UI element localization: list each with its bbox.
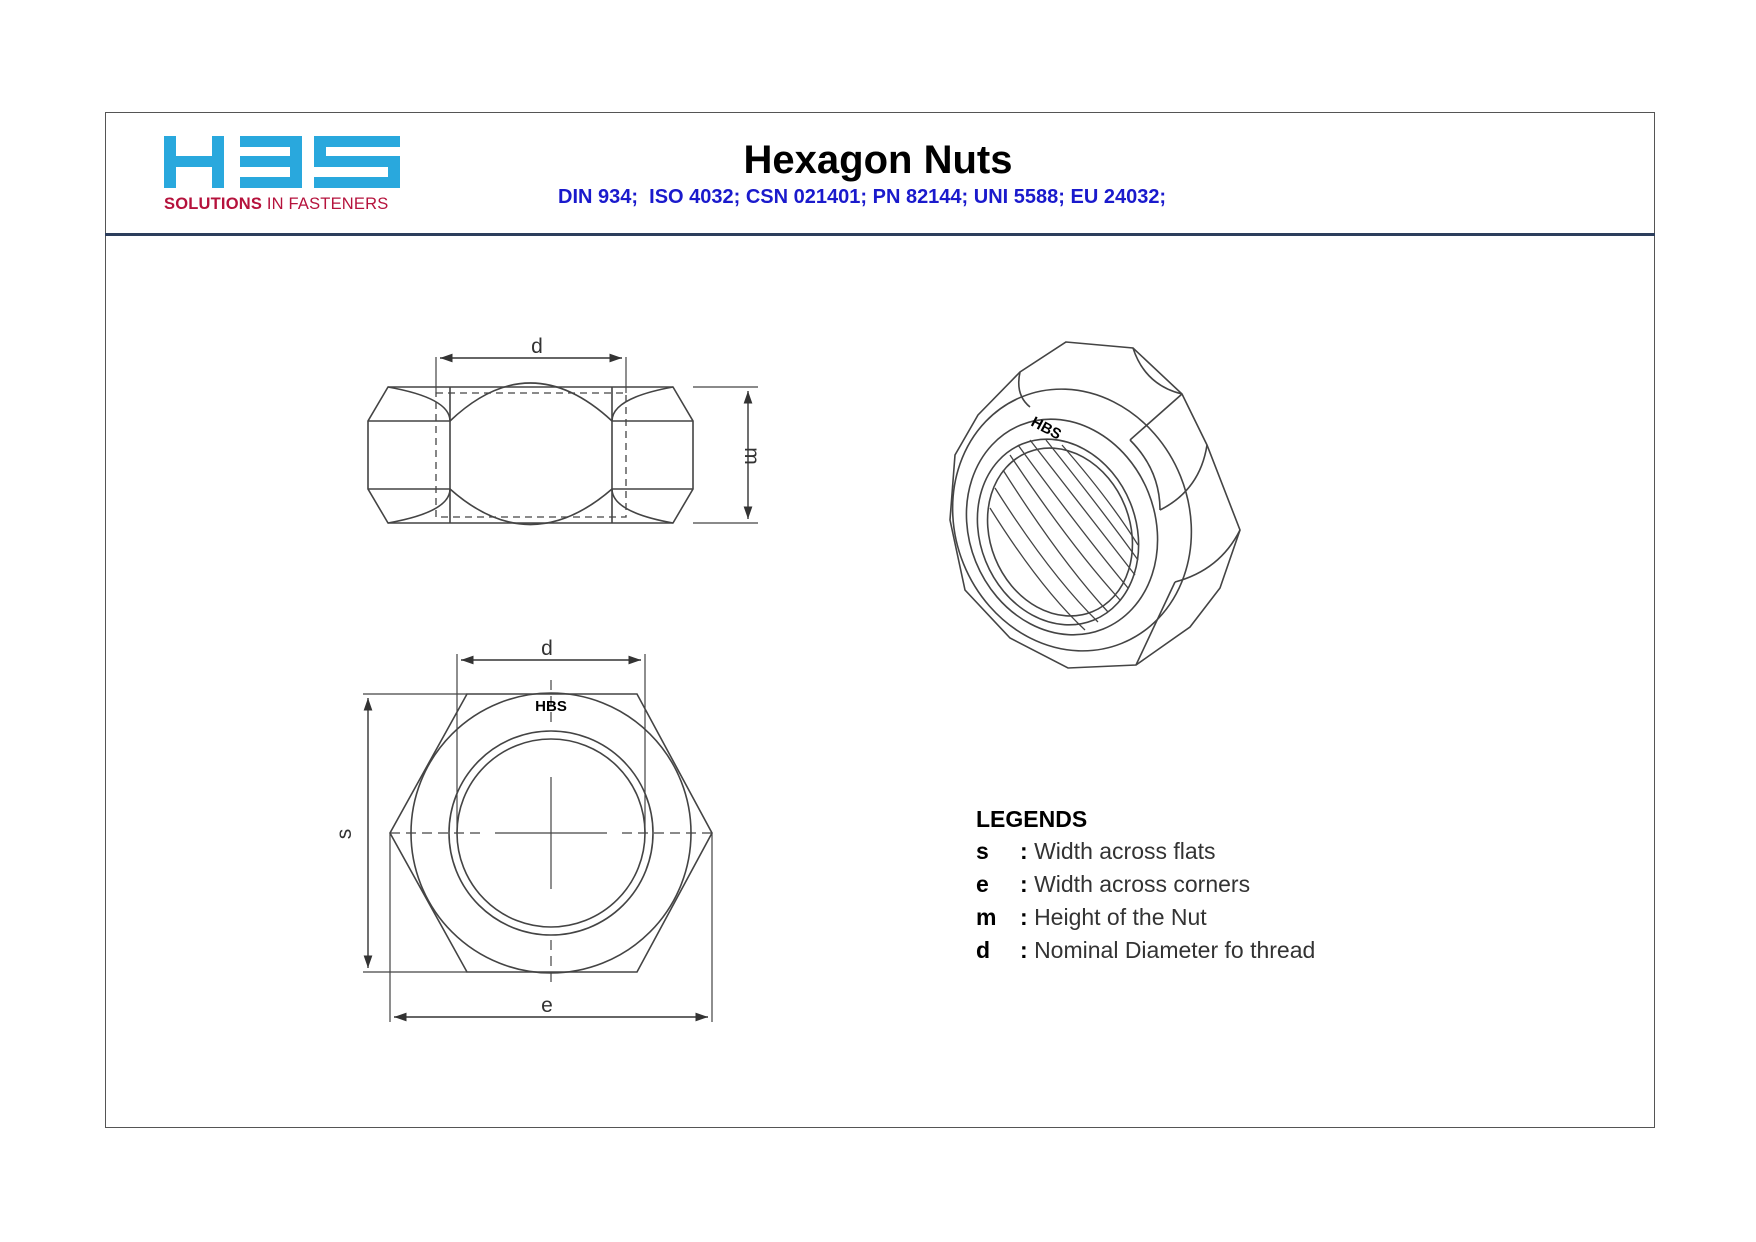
legend-item: m : Height of the Nut xyxy=(976,904,1207,930)
top-hbs-marking: HBS xyxy=(535,698,567,715)
legend-text: Width across flats xyxy=(1034,838,1216,864)
legend-text: Width across corners xyxy=(1034,871,1251,897)
legend-item: s : Width across flats xyxy=(976,838,1216,864)
legend-symbol: m xyxy=(976,904,997,930)
standards-list: DIN 934; ISO 4032; CSN 021401; PN 82144; UNI 5588; EU 24032; xyxy=(558,186,1167,208)
legend-text: Nominal Diameter fo thread xyxy=(1034,937,1316,963)
legend-title: LEGENDS xyxy=(976,806,1088,832)
tagline-rest: IN FASTENERS xyxy=(262,195,389,213)
top-s-label: s xyxy=(333,828,356,840)
side-m-label: m xyxy=(740,447,763,465)
legend-symbol: s xyxy=(976,838,989,864)
page-title: Hexagon Nuts xyxy=(743,138,1013,182)
legend-text: Height of the Nut xyxy=(1034,904,1207,930)
side-d-label: d xyxy=(531,335,543,358)
legend-item: d : Nominal Diameter fo thread xyxy=(976,937,1316,963)
tagline-bold: SOLUTIONS xyxy=(164,195,263,213)
legend-item: e : Width across corners xyxy=(976,871,1251,897)
legend-symbol: e xyxy=(976,871,989,897)
side-view xyxy=(368,357,758,525)
iso-hbs-marking: HBS xyxy=(1028,413,1065,444)
iso-view xyxy=(914,342,1240,687)
legend-symbol: d xyxy=(976,937,991,963)
top-e-label: e xyxy=(541,994,553,1017)
top-d-label: d xyxy=(541,637,553,660)
